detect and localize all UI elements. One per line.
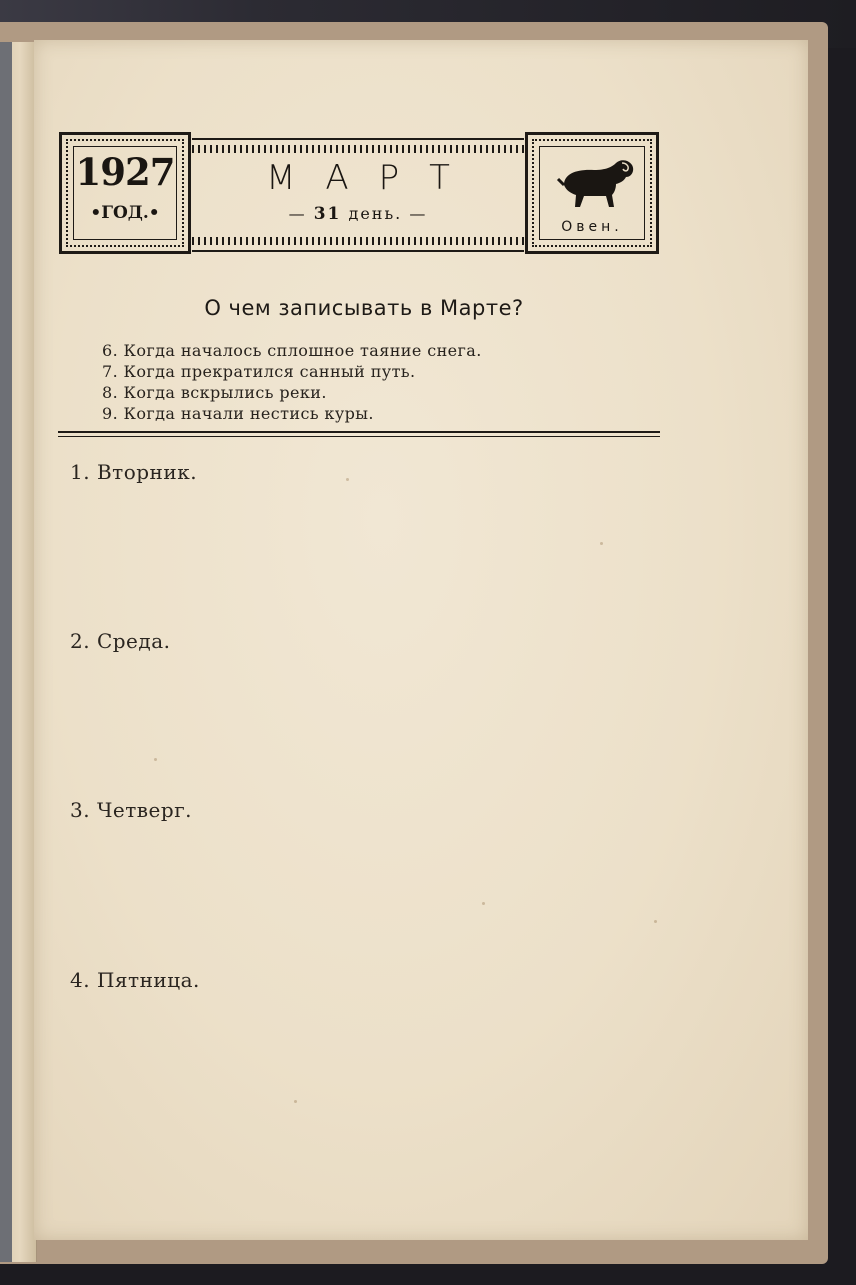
list-item: 6. Когда началось сплошное таяние снега. — [102, 341, 482, 360]
month-days: — 31 день. — — [288, 204, 428, 224]
year-box — [59, 132, 191, 254]
spine-cloth — [0, 42, 12, 1262]
year-label: •ГОД.• — [90, 203, 160, 223]
calendar-page — [34, 40, 808, 1240]
ram-icon — [554, 155, 636, 213]
paper-speck — [654, 920, 657, 923]
zodiac-box — [525, 132, 659, 254]
days-count: 31 — [313, 204, 342, 224]
paper-speck — [346, 478, 349, 481]
question-heading: О чем записывать в Марте? — [204, 296, 524, 320]
month-title: МАРТ — [266, 158, 480, 198]
paper-speck — [154, 758, 157, 761]
month-box — [192, 138, 524, 252]
paper-speck — [294, 1100, 297, 1103]
day-entry-4: 4. Пятница. — [70, 968, 200, 992]
year-number: 1927 — [75, 150, 175, 194]
list-item: 8. Когда вскрылись реки. — [102, 383, 327, 402]
day-entry-2: 2. Среда. — [70, 629, 171, 653]
days-word: день. — [348, 204, 403, 223]
divider-thick — [58, 431, 660, 433]
list-item: 7. Когда прекратился санный путь. — [102, 362, 416, 381]
list-item: 9. Когда начали нестись куры. — [102, 404, 374, 423]
paper-speck — [482, 902, 485, 905]
notes-list — [102, 340, 482, 424]
zodiac-label: Овен. — [561, 219, 623, 235]
divider-thin — [58, 436, 660, 437]
paper-speck — [600, 542, 603, 545]
day-entry-3: 3. Четверг. — [70, 798, 193, 822]
day-entry-1: 1. Вторник. — [70, 460, 198, 484]
